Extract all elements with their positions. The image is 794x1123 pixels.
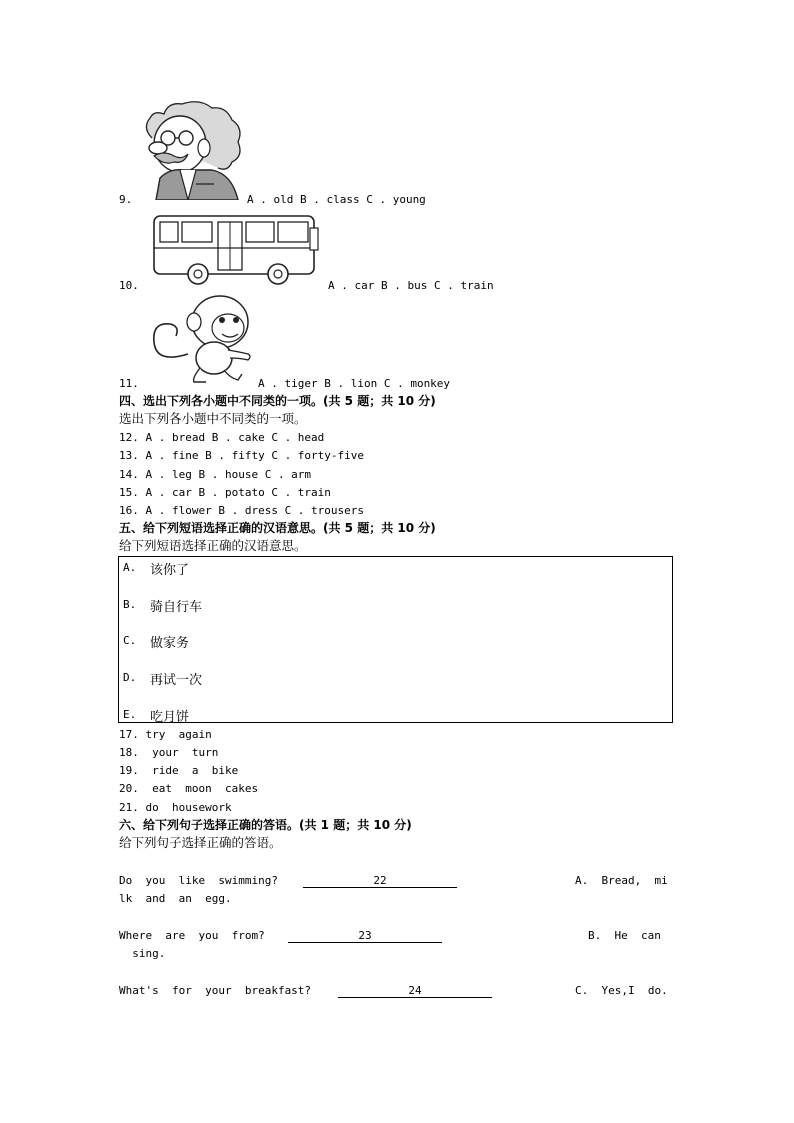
question-22-text: Do you like swimming? xyxy=(119,874,278,887)
question-14: 14. A . leg B . house C . arm xyxy=(119,468,312,481)
answer-option-a-cont: lk and an egg. xyxy=(119,892,232,905)
option-d: D. 再试一次 xyxy=(123,671,203,688)
question-11-number: 11. xyxy=(119,377,139,390)
question-15: 15. A . car B . potato C . train xyxy=(119,486,331,499)
question-21: 21. do housework xyxy=(119,801,232,814)
question-13: 13. A . fine B . fifty C . forty-five xyxy=(119,449,365,462)
question-9-number: 9. xyxy=(119,193,133,206)
question-12: 12. A . bread B . cake C . head xyxy=(119,431,325,444)
old-man-picture xyxy=(140,98,244,200)
options-box xyxy=(118,556,673,723)
section-4-instruction: 选出下列各小题中不同类的一项。 xyxy=(119,411,307,426)
question-17: 17. try again xyxy=(119,728,212,741)
monkey-picture xyxy=(148,292,256,384)
answer-blank-22[interactable]: 22 xyxy=(303,874,457,888)
bus-picture xyxy=(150,212,322,288)
question-24-text: What's for your breakfast? xyxy=(119,984,312,997)
question-11-options: A . tiger B . lion C . monkey xyxy=(258,377,451,390)
question-10-options: A . car B . bus C . train xyxy=(328,279,494,292)
option-e: E. 吃月饼 xyxy=(123,708,190,725)
question-9-options: A . old B . class C . young xyxy=(247,193,426,206)
answer-option-c: C. Yes,I do. xyxy=(575,984,668,997)
section-5-heading: 五、给下列短语选择正确的汉语意思。(共 5 题；共 10 分) xyxy=(119,521,436,535)
answer-option-b-cont: sing. xyxy=(119,947,166,960)
question-16: 16. A . flower B . dress C . trousers xyxy=(119,504,365,517)
answer-blank-24[interactable]: 24 xyxy=(338,984,492,998)
section-5-instruction: 给下列短语选择正确的汉语意思。 xyxy=(119,538,307,553)
answer-blank-23[interactable]: 23 xyxy=(288,929,442,943)
answer-option-b: B. He can xyxy=(588,929,661,942)
question-19: 19. ride a bike xyxy=(119,764,239,777)
option-a: A. 该你了 xyxy=(123,561,190,578)
question-10-number: 10. xyxy=(119,279,139,292)
question-18: 18. your turn xyxy=(119,746,219,759)
section-6-heading: 六、给下列句子选择正确的答语。(共 1 题；共 10 分) xyxy=(119,818,412,832)
option-c: C. 做家务 xyxy=(123,634,190,651)
question-23-text: Where are you from? xyxy=(119,929,265,942)
question-20: 20. eat moon cakes xyxy=(119,782,259,795)
section-6-instruction: 给下列句子选择正确的答语。 xyxy=(119,835,282,850)
option-b: B. 骑自行车 xyxy=(123,598,203,615)
answer-option-a: A. Bread, mi xyxy=(575,874,668,887)
section-4-heading: 四、选出下列各小题中不同类的一项。(共 5 题；共 10 分) xyxy=(119,394,436,408)
